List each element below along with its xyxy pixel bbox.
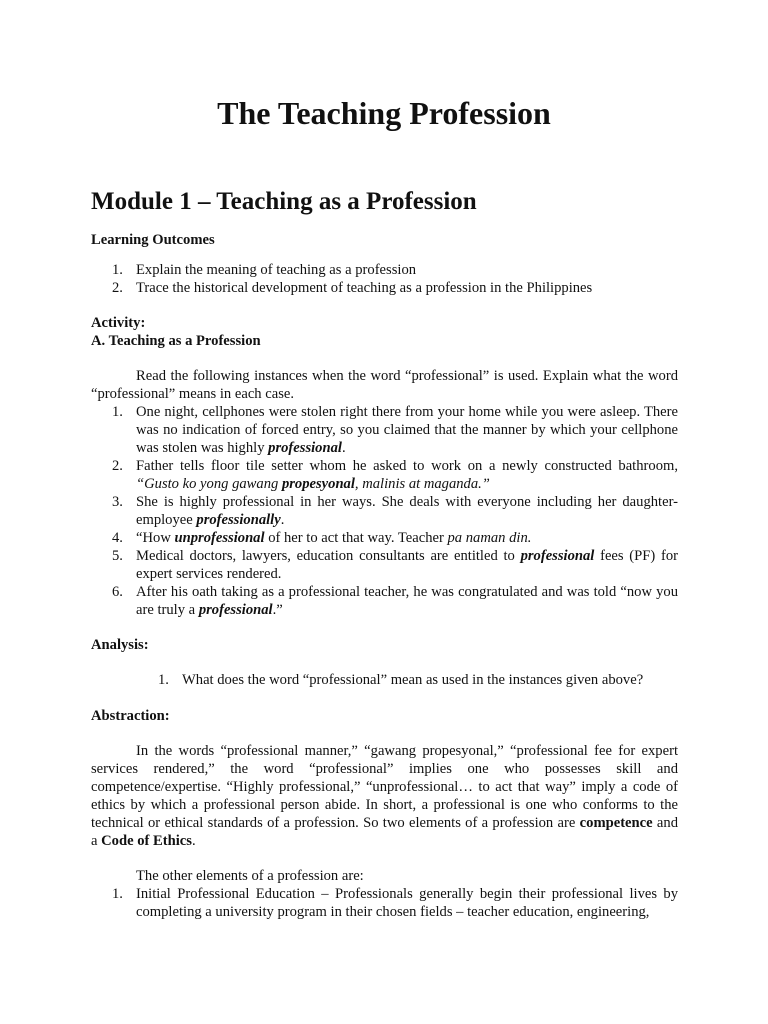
list-item: 6. After his oath taking as a professional teacher, he was congratulated and was told “now you are truly a professional.” [112,584,678,618]
learning-outcomes-list [91,261,691,297]
activity-heading: Activity: [91,315,146,331]
analysis-heading: Analysis: [91,637,149,653]
list-item: 1. One night, cellphones were stolen right there from your home while you were asleep. There was no indication of forced entry, so you claimed that the manner by which your cellphone was stolen was highly professional. [112,404,678,456]
module-title: Module 1 – Teaching as a Profession [91,188,477,215]
learning-outcomes-heading: Learning Outcomes [91,232,215,248]
list-item: 4. “How unprofessional of her to act that way. Teacher pa naman din. [112,530,532,546]
activity-instances-list [91,403,678,619]
list-item: 1. Initial Professional Education – Professionals generally begin their professional lives by completing a university program in their chosen fields – teacher education, engineering, [112,886,678,920]
elements-intro: The other elements of a profession are: [136,868,364,884]
abstraction-heading: Abstraction: [91,708,170,724]
list-item: 3. She is highly professional in her ways. She deals with everyone including her daughter-employee professionally. [112,494,678,528]
list-item: 5. Medical doctors, lawyers, education consultants are entitled to professional fees (PF) for expert services rendered. [112,548,678,582]
list-item: 1. Explain the meaning of teaching as a profession [112,262,417,278]
analysis-list [137,671,697,689]
list-item: 2. Father tells floor tile setter whom he asked to work on a newly constructed bathroom, “Gusto ko yong gawang propesyonal, malinis at maganda.” [112,458,678,492]
elements-list [91,885,678,921]
document-title: The Teaching Profession [217,95,551,131]
list-item: 1. What does the word “professional” mean as used in the instances given above? [158,672,644,688]
activity-subheading: A. Teaching as a Profession [91,333,261,349]
activity-intro: Read the following instances when the word “professional” is used. Explain what the word “professional” means in each case. [91,368,678,402]
abstraction-paragraph: In the words “professional manner,” “gawang propesyonal,” “professional fee for expert services rendered,” the word “professional” implies one who possesses skill and competence/expertise. “Highly professional,” “unprofessional… to act that way” imply a code of ethics by which a professional person abide. In short, a professional is one who conforms to the technical or ethical standards of a profession. So two elements of a profession are competence and a Code of Ethics. [91,743,678,849]
list-item: 2. Trace the historical development of teaching as a profession in the Philippines [112,280,593,296]
